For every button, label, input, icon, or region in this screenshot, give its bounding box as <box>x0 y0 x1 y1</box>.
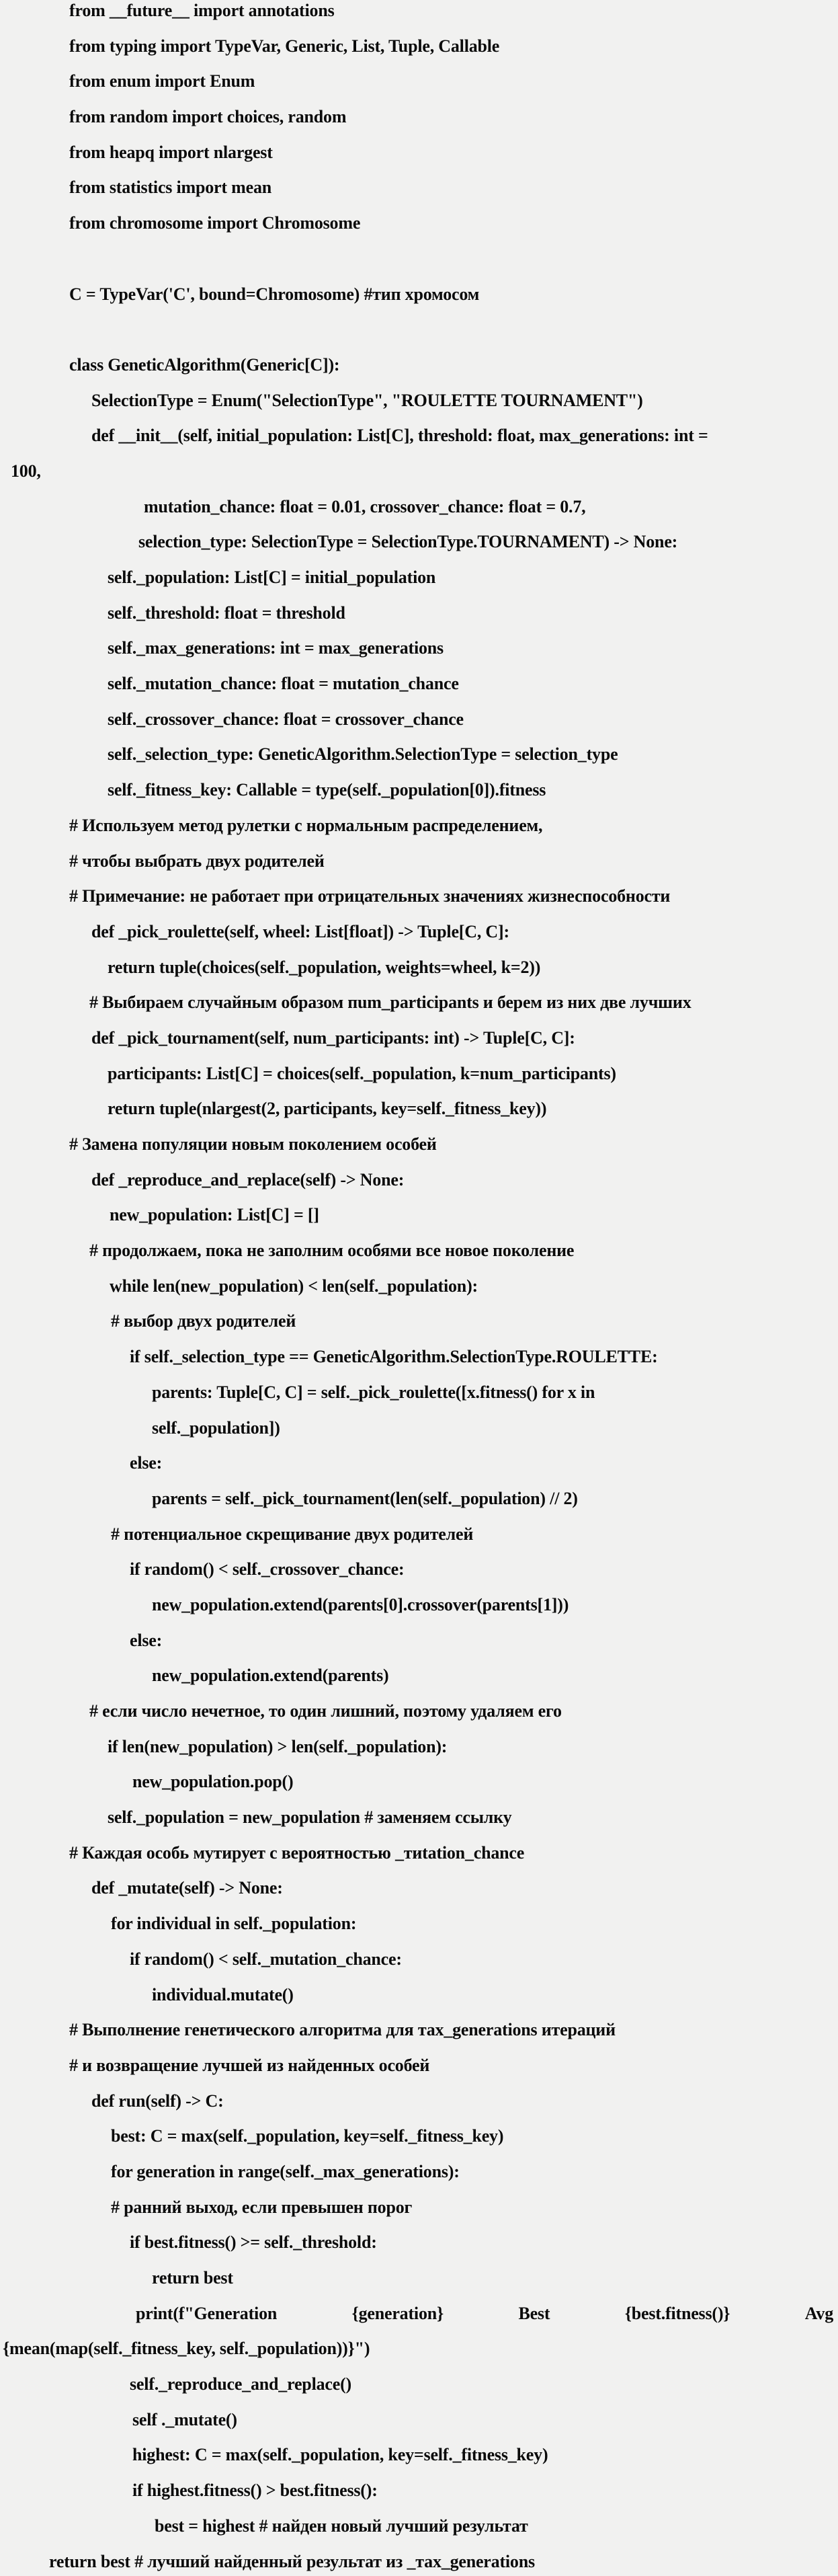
code-line: if best.fitness() >= self._threshold: <box>130 2232 377 2253</box>
code-line: # чтобы выбрать двух родителей <box>69 851 325 871</box>
code-line: {mean(map(self._fitness_key, self._population))}") <box>3 2339 370 2359</box>
code-line: # и возвращение лучшей из найденных особей <box>69 2055 430 2075</box>
code-line: new_population.pop() <box>132 1772 294 1792</box>
code-blank-line <box>0 241 838 277</box>
code-line: selection_type: SelectionType = SelectionType.TOURNAMENT) -> None: <box>138 532 678 552</box>
code-word: Best <box>518 2303 550 2323</box>
code-line: while len(new_population) < len(self._population): <box>110 1276 478 1296</box>
code-line: self._selection_type: GeneticAlgorithm.SelectionType = selection_type <box>108 744 618 765</box>
code-word: print(f"Generation <box>136 2303 278 2323</box>
code-line: def run(self) -> C: <box>91 2091 224 2111</box>
code-line <box>0 2296 838 2332</box>
code-line: individual.mutate() <box>152 1984 294 2004</box>
code-line: for individual in self._population: <box>111 1914 357 1934</box>
code-line: def _reproduce_and_replace(self) -> None: <box>91 1169 405 1189</box>
code-line: if random() < self._crossover_chance: <box>130 1559 405 1579</box>
code-line: participants: List[C] = choices(self._population, k=num_participants) <box>108 1063 616 1083</box>
code-line: highest: C = max(self._population, key=self._fitness_key) <box>132 2445 548 2465</box>
code-line: if random() < self._mutation_chance: <box>130 1949 402 1969</box>
code-line: self._max_generations: int = max_generations <box>108 638 444 658</box>
code-line: from chromosome import Chromosome <box>69 213 361 233</box>
code-blank-line <box>0 312 838 348</box>
code-line: if self._selection_type == GeneticAlgorithm.SelectionType.ROULETTE: <box>130 1347 658 1367</box>
code-line: self._reproduce_and_replace() <box>130 2374 351 2394</box>
code-line: def _mutate(self) -> None: <box>91 1878 283 1898</box>
code-line: mutation_chance: float = 0.01, crossover_chance: float = 0.7, <box>144 496 586 516</box>
code-line: self._crossover_chance: float = crossover_chance <box>108 709 464 729</box>
code-line: # потенциальное скрещивание двух родителей <box>111 1524 474 1544</box>
code-line: best = highest # найден новый лучший результат <box>155 2515 528 2536</box>
code-line: def __init__(self, initial_population: List[C], threshold: float, max_generations: int = <box>91 426 708 446</box>
code-line: # ранний выход, если превышен порог <box>111 2197 413 2217</box>
code-line: parents: Tuple[C, C] = self._pick_roulette([x.fitness() for x in <box>152 1382 595 1402</box>
code-line: # продолжаем, пока не заполним особями все новое поколение <box>89 1241 575 1261</box>
code-line: new_population.extend(parents[0].crossover(parents[1])) <box>152 1594 569 1614</box>
code-line: from heapq import nlargest <box>69 142 273 162</box>
code-line: # если число нечетное, то один лишний, поэтому удаляем его <box>89 1701 562 1721</box>
code-line: self._population = new_population # заменяем ссылку <box>108 1807 512 1828</box>
code-line: self._population]) <box>152 1417 280 1438</box>
code-line: self._fitness_key: Callable = type(self._population[0]).fitness <box>108 780 546 800</box>
code-line: # Выполнение генетического алгоритма для тах_generations итераций <box>69 2020 616 2040</box>
code-line: def _pick_tournament(self, num_participants: int) -> Tuple[C, C]: <box>91 1027 575 1048</box>
code-line: # Выбираем случайным образом пum_participants и берем из них две лучших <box>89 992 692 1013</box>
code-line: if highest.fitness() > best.fitness(): <box>132 2481 378 2501</box>
code-line: parents = self._pick_tournament(len(self._population) // 2) <box>152 1488 578 1508</box>
code-line: return best # лучший найденный результат из _тах_generations <box>49 2551 535 2571</box>
code-line: from enum import Enum <box>69 71 255 91</box>
code-line: # Замена популяции новым поколением особей <box>69 1134 437 1154</box>
code-word: {generation} <box>351 2303 444 2323</box>
code-line: from __future__ import annotations <box>69 1 335 20</box>
code-word: {best.fitness()} <box>624 2303 730 2323</box>
code-line: from statistics import mean <box>69 178 272 198</box>
code-line: new_population: List[C] = [] <box>110 1205 319 1225</box>
code-line: self._mutation_chance: float = mutation_chance <box>108 674 459 694</box>
code-line: def _pick_roulette(self, wheel: List[float]) -> Tuple[C, C]: <box>91 921 509 941</box>
code-word: Avg <box>804 2303 833 2323</box>
code-line: new_population.extend(parents) <box>152 1666 389 1686</box>
code-line: from typing import TypeVar, Generic, List, Tuple, Callable <box>69 36 500 56</box>
code-line: self ._mutate() <box>132 2409 237 2429</box>
code-line: # выбор двух родителей <box>111 1311 296 1331</box>
code-line: best: C = max(self._population, key=self._fitness_key) <box>111 2126 504 2146</box>
code-line: class GeneticAlgorithm(Generic[C]): <box>69 354 340 375</box>
code-line: SelectionType = Enum("SelectionType", "ROULETTE TOURNAMENT") <box>91 390 643 410</box>
code-line: self._threshold: float = threshold <box>108 602 345 623</box>
code-line: return tuple(choices(self._population, weights=wheel, k=2)) <box>108 957 541 977</box>
code-line: # Примечание: не работает при отрицательных значениях жизнеспособности <box>69 886 671 906</box>
code-line: C = TypeVar('C', bound=Chromosome) #тип хромосом <box>69 284 480 304</box>
code-line: for generation in range(self._max_generations): <box>111 2161 460 2181</box>
code-line: else: <box>130 1630 163 1650</box>
code-line: # Используем метод рулетки с нормальным распределением, <box>69 815 543 835</box>
code-line: if len(new_population) > len(self._population): <box>108 1736 448 1756</box>
code-line: 100, <box>11 461 41 481</box>
code-line: return best <box>152 2268 233 2288</box>
code-line: # Каждая особь мутирует с вероятностью _тиtation_chance <box>69 1842 525 1863</box>
code-line: else: <box>130 1453 163 1473</box>
code-line: return tuple(nlargest(2, participants, key=self._fitness_key)) <box>108 1099 547 1119</box>
code-line: self._population: List[C] = initial_population <box>108 568 436 587</box>
code-line: from random import choices, random <box>69 107 347 127</box>
